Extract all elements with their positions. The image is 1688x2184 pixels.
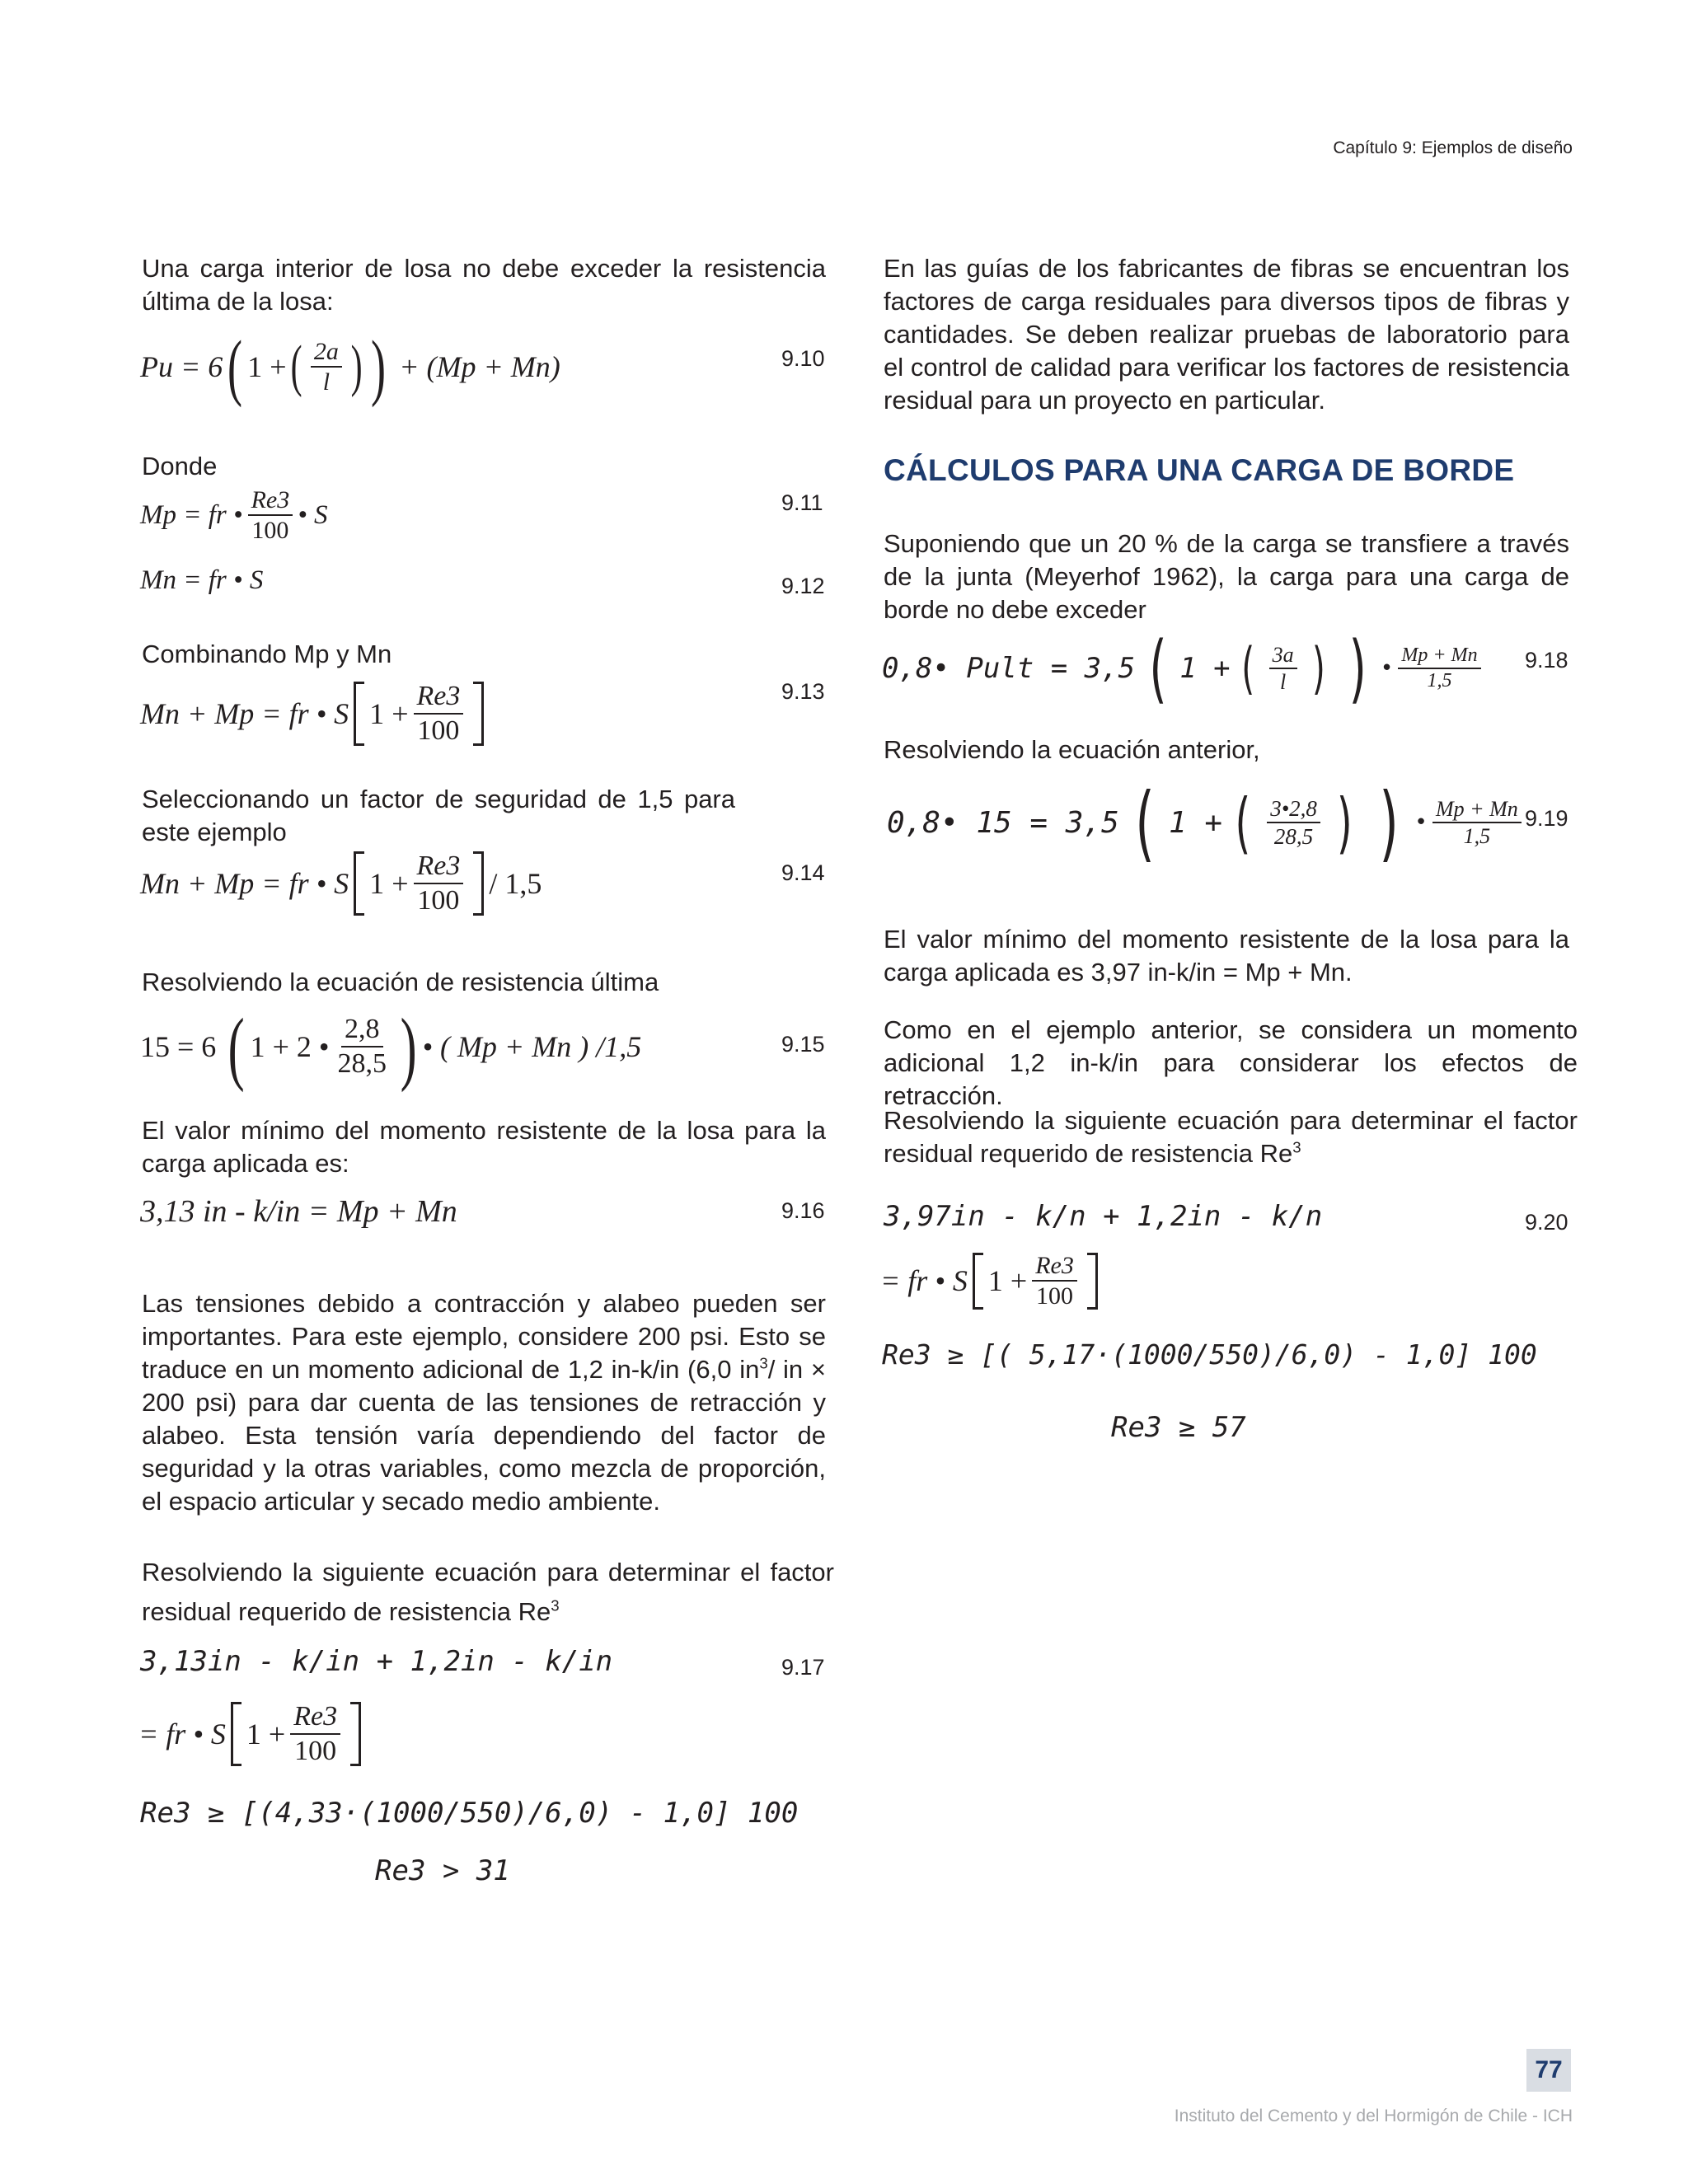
right-paragraph-2: Suponiendo que un 20 % de la carga se transfiere a través de la junta (Meyerhof 1962), la carga para una carga de borde no debe exceder — [884, 529, 1569, 624]
eq917-numerator: Re3 — [290, 1702, 340, 1735]
section-heading: CÁLCULOS PARA UNA CARGA DE BORDE — [884, 453, 1515, 487]
eq911-lhs: Mp = fr • — [140, 499, 243, 530]
right-paragraph-valor: El valor mínimo del momento resistente de la losa para la carga aplicada es 3,97 in-k/in = Mp + Mn. — [884, 925, 1569, 987]
eq920-fraction — [1032, 1253, 1077, 1310]
page-number: 77 — [1535, 2056, 1563, 2083]
eq915-rest: • ( Mp + Mn ) /1,5 — [422, 1030, 642, 1063]
eq915-lhs: 15 = 6 — [140, 1030, 217, 1063]
page-number-badge — [1526, 2049, 1571, 2092]
eq914-denominator: 100 — [417, 885, 460, 916]
eq919-dot: • — [1414, 810, 1428, 835]
eq914-fraction — [414, 851, 464, 915]
eq913-denominator: 100 — [417, 715, 460, 746]
right-paragraph-como: Como en el ejemplo anterior, se considera un momento adicional 1,2 in-k/in para considerar los efectos de retracción. — [884, 1015, 1578, 1110]
right-paragraph-resolviendo-2 — [884, 1104, 1578, 1170]
right-paragraph-1: En las guías de los fabricantes de fibras se encuentran los factores de carga residuales para diversos tipos de fibras y cantidades. Se deben realizar pruebas de laboratorio para el control de calidad para verificar los factores de resistencia residual para un proyecto en particular. — [884, 254, 1569, 415]
left-re-result: Re3 > 31 — [375, 1854, 510, 1887]
eq919-numerator: 3•2,8 — [1267, 797, 1320, 823]
eq-number-9-10: 9.10 — [781, 346, 825, 371]
donde-label: Donde — [142, 452, 218, 480]
eq919-lhs: 0,8• 15 = 3,5 — [887, 805, 1119, 840]
left-paragraph-seguridad: Seleccionando un factor de seguridad de 1,5 para este ejemplo — [142, 785, 735, 846]
eq910-numerator: 2a — [311, 339, 342, 368]
eq-number-9-16: 9.16 — [781, 1198, 825, 1223]
eq918-numerator-2: Mp + Mn — [1398, 645, 1480, 669]
eq910-fraction — [311, 339, 342, 396]
equation-9-14 — [140, 842, 542, 925]
eq911-rest: • S — [298, 499, 328, 530]
eq915-open-paren: ( — [227, 1001, 245, 1093]
eq914-one: 1 + — [369, 867, 409, 900]
eq913-one: 1 + — [369, 697, 409, 730]
eq914-rest: / 1,5 — [489, 867, 542, 900]
eq918-dot: • — [1380, 656, 1394, 681]
eq919-denominator: 28,5 — [1273, 824, 1314, 849]
eq910-denominator: l — [322, 368, 331, 396]
eq918-lhs: 0,8• Pult = 3,5 — [882, 652, 1136, 685]
eq910-open-paren: ( — [227, 326, 243, 408]
eq-number-9-12: 9.12 — [781, 574, 825, 598]
right-re-result: Re3 ≥ 57 — [1111, 1411, 1246, 1444]
eq911-numerator: Re3 — [248, 487, 293, 517]
eq914-lhs: Mn + Mp = fr • S — [140, 867, 349, 900]
eq919-inner-open: ( — [1230, 784, 1254, 861]
eq919-denominator-2: 1,5 — [1463, 824, 1491, 848]
tensiones-sup: 3 — [759, 1354, 768, 1372]
left-paragraph-valor: El valor mínimo del momento resistente de la losa para la carga aplicada es: — [142, 1116, 826, 1178]
eq918-inner-close: ) — [1308, 635, 1329, 701]
eq911-fraction — [248, 487, 293, 544]
left-re-inequality: Re3 ≥ [(4,33·(1000/550)/6,0) - 1,0] 100 — [140, 1797, 799, 1830]
eq-number-9-11: 9.11 — [781, 490, 823, 515]
left-paragraph-resolviendo-2 — [142, 1553, 834, 1632]
equation-9-17-line1: 3,13in - k/in + 1,2in - k/in — [140, 1645, 613, 1678]
eq918-denominator-2: 1,5 — [1427, 670, 1452, 691]
eq-number-9-13: 9.13 — [781, 679, 825, 704]
eq910-rest: + (Mp + Mn) — [399, 350, 560, 383]
equation-9-20-line1: 3,97in - k/n + 1,2in - k/n — [884, 1200, 1323, 1233]
eq918-denominator: l — [1279, 670, 1287, 694]
eq913-lhs: Mn + Mp = fr • S — [140, 697, 349, 730]
eq-number-9-15: 9.15 — [781, 1032, 825, 1057]
footer-organization: Instituto del Cemento y del Hormigón de Chile - ICH — [1174, 2107, 1573, 2125]
right-resolv2-sup: 3 — [1292, 1138, 1301, 1156]
equation-9-12: Mn = fr • S — [140, 565, 264, 595]
eq915-close-paren: ) — [400, 1001, 417, 1093]
eq917-fraction — [290, 1702, 340, 1765]
eq-number-9-14: 9.14 — [781, 860, 825, 885]
eq-number-9-20: 9.20 — [1525, 1210, 1568, 1235]
eq917-bracket — [231, 1702, 361, 1765]
eq918-numerator: 3a — [1269, 644, 1297, 669]
eq913-bracket — [354, 682, 484, 745]
eq913-numerator: Re3 — [414, 682, 464, 715]
tensiones-text-1: Las tensiones debido a contracción y alabeo pueden ser importantes. Para este ejemplo, considere 200 psi. Esto se traduce en un momento adicional de 1,2 in-k/in (6,0 in — [142, 1289, 826, 1384]
eq919-inner-close: ) — [1333, 784, 1357, 861]
eq920-one: 1 + — [987, 1264, 1028, 1297]
eq918-open-paren: ( — [1143, 625, 1171, 712]
chapter-header: Capítulo 9: Ejemplos de diseño — [1333, 138, 1573, 157]
eq919-fraction — [1267, 797, 1320, 849]
eq911-denominator: 100 — [251, 517, 289, 544]
left-paragraph-1: Una carga interior de losa no debe exceder la resistencia última de la losa: — [142, 254, 826, 316]
eq-number-9-17: 9.17 — [781, 1655, 825, 1680]
right-resolv2-text: Resolviendo la siguiente ecuación para determinar el factor residual requerido de resistencia Re — [884, 1106, 1578, 1168]
eq917-lhs2: = fr • S — [138, 1718, 226, 1750]
right-paragraph-resolviendo: Resolviendo la ecuación anterior, — [884, 735, 1260, 764]
eq918-fraction — [1269, 644, 1297, 694]
right-re-inequality: Re3 ≥ [( 5,17·(1000/550)/6,0) - 1,0] 100 — [882, 1338, 1537, 1371]
eq919-one: 1 + — [1168, 805, 1223, 840]
eq919-numerator-2: Mp + Mn — [1432, 798, 1522, 823]
eq913-fraction — [414, 682, 464, 745]
eq920-denominator: 100 — [1036, 1282, 1074, 1310]
eq919-fraction-2 — [1432, 798, 1522, 848]
equation-9-16: 3,13 in - k/in = Mp + Mn — [140, 1194, 457, 1229]
equation-9-13 — [140, 673, 489, 755]
eq917-one: 1 + — [246, 1718, 286, 1750]
eq915-one: 1 + 2 • — [250, 1030, 330, 1063]
eq918-one: 1 + — [1179, 652, 1231, 685]
equation-9-17-line2 — [138, 1691, 366, 1777]
eq914-numerator: Re3 — [414, 851, 464, 884]
eq915-fraction — [335, 1015, 391, 1078]
eq920-bracket — [973, 1253, 1098, 1310]
eq915-denominator: 28,5 — [337, 1048, 387, 1079]
equation-9-20-line2 — [880, 1243, 1103, 1319]
eq910-close-paren: ) — [371, 326, 387, 408]
eq918-inner-open: ( — [1236, 635, 1258, 701]
eq-number-9-19: 9.19 — [1525, 806, 1568, 831]
eq910-one: 1 + — [247, 350, 287, 383]
left-paragraph-tensiones — [142, 1287, 826, 1518]
eq910-inner-open-paren: ( — [290, 335, 302, 398]
left-resolv2-text: Resolviendo la siguiente ecuación para determinar el factor residual requerido de resistencia Re — [142, 1558, 834, 1626]
eq918-fraction-2 — [1398, 645, 1480, 691]
eq917-denominator: 100 — [294, 1736, 337, 1766]
left-paragraph-resolviendo: Resolviendo la ecuación de resistencia última — [142, 968, 659, 996]
eq919-open-paren: ( — [1128, 774, 1159, 871]
eq920-numerator: Re3 — [1032, 1253, 1077, 1282]
equation-9-18 — [882, 625, 1486, 712]
eq915-numerator: 2,8 — [341, 1015, 383, 1047]
eq919-close-paren: ) — [1375, 774, 1405, 871]
equation-9-15 — [140, 1001, 642, 1093]
eq918-close-paren: ) — [1344, 625, 1372, 712]
left-resolv2-sup: 3 — [551, 1596, 560, 1615]
combinando-label: Combinando Mp y Mn — [142, 640, 392, 668]
eq920-lhs2: = fr • S — [880, 1264, 968, 1297]
tensiones-text-2: / in × 200 psi) para dar cuenta de las tensiones de retracción y alabeo. Esta tensión varía dependiendo del factor de seguridad y la otras variables, como mezcla de proporción, el espacio articular y secado medio ambiente. — [142, 1355, 826, 1516]
eq910-lhs: Pu = 6 — [140, 350, 223, 383]
equation-9-11 — [140, 478, 328, 552]
eq-number-9-18: 9.18 — [1525, 648, 1568, 673]
eq910-inner-close-paren: ) — [350, 335, 363, 398]
eq914-bracket — [354, 851, 484, 915]
equation-9-10 — [140, 326, 560, 408]
equation-9-19 — [887, 774, 1526, 871]
